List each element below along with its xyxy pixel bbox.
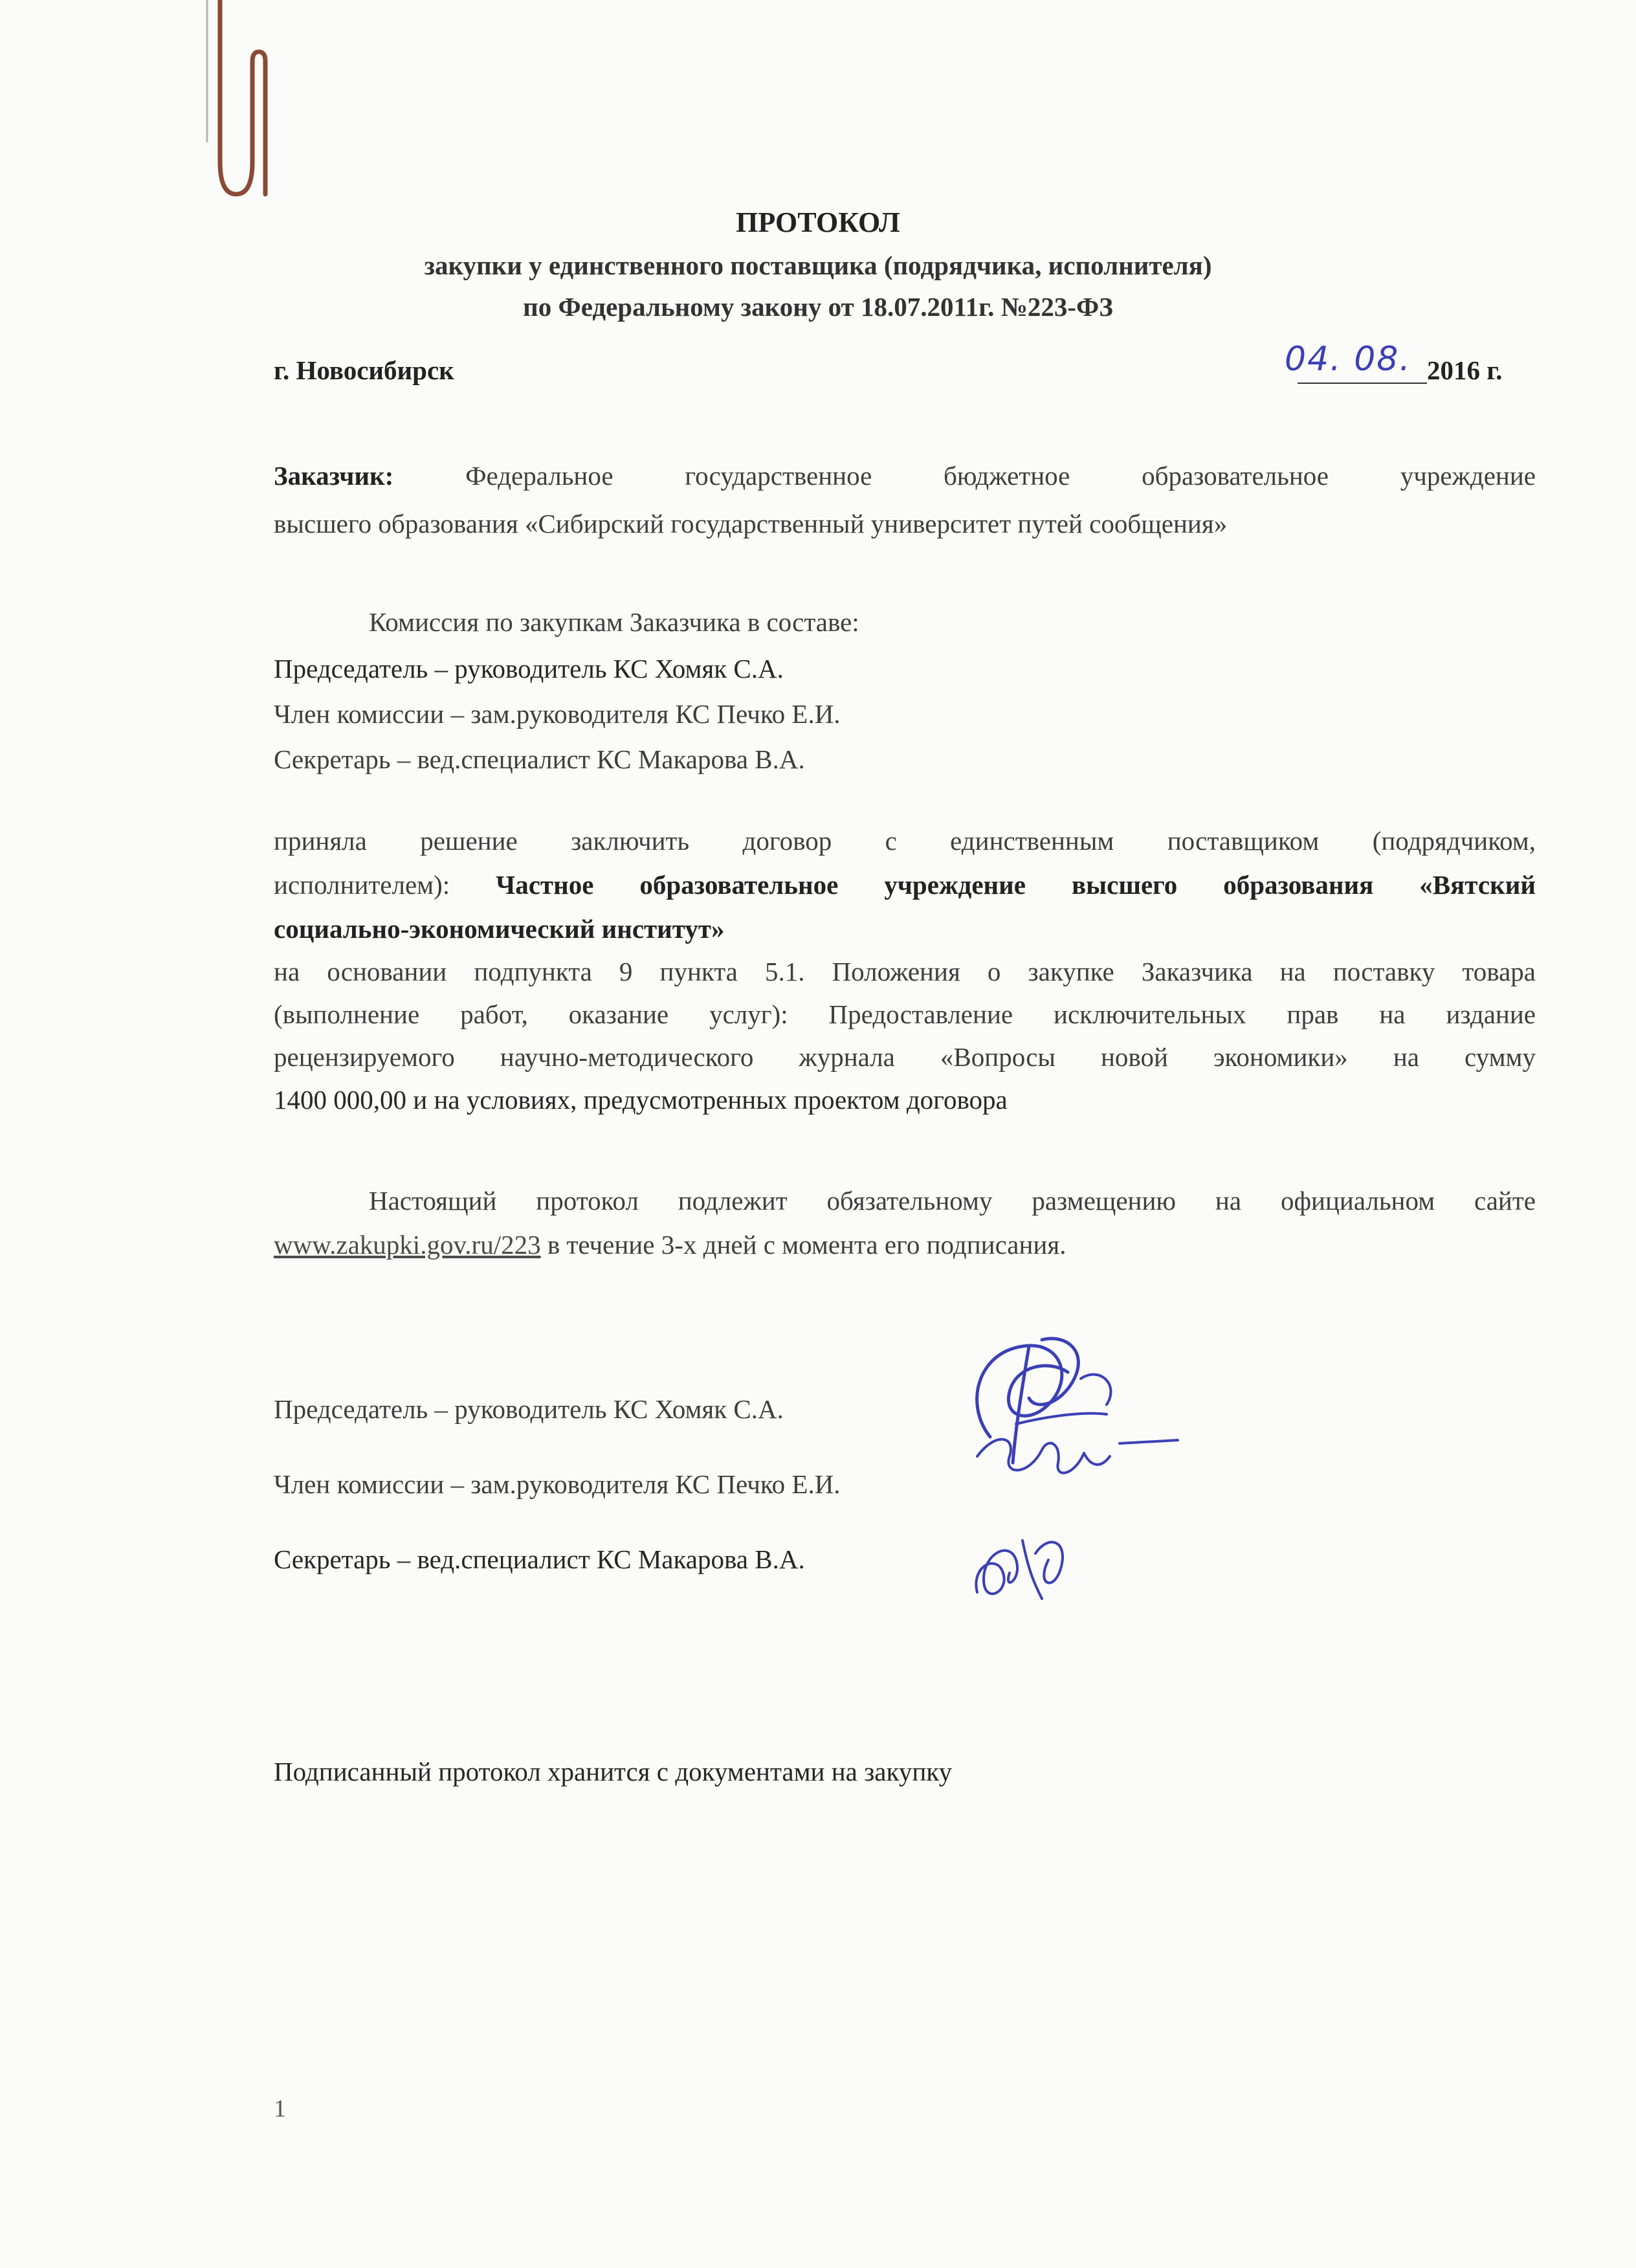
publication-line-2-rest: в течение 3-х дней с момента его подписания. (540, 1230, 1067, 1260)
signatory-member: Член комиссии – зам.руководителя КС Печко Е.И. (274, 1469, 841, 1499)
document-title: ПРОТОКОЛ (736, 206, 900, 238)
basis-line-4: 1400 000,00 и на условиях, предусмотренных проектом договора (274, 1085, 1008, 1115)
basis-line-2: (выполнение работ, оказание услуг): Предоставление исключительных прав на издание (274, 999, 1536, 1029)
decision-prefix: исполнителем): (274, 870, 450, 900)
zakupki-link[interactable]: www.zakupki.gov.ru/223 (274, 1230, 541, 1260)
commission-intro: Комиссия по закупкам Заказчика в составе: (369, 607, 859, 637)
document-subtitle-line-1: закупки у единственного поставщика (подрядчика, исполнителя) (424, 250, 1212, 280)
basis-line-1: на основании подпункта 9 пункта 5.1. Положения о закупке Заказчика на поставку товара (274, 957, 1536, 986)
supplier-name-part-2: социально-экономический институт» (274, 914, 725, 944)
supplier-name-part-1: Частное образовательное учреждение высшего образования «Вятский (496, 870, 1536, 900)
secretary-signature-image (964, 1515, 1087, 1612)
storage-note: Подписанный протокол хранится с документами на закупку (274, 1757, 953, 1786)
decision-line-1: приняла решение заключить договор с единственным поставщиком (подрядчиком, (274, 826, 1536, 856)
signatory-secretary: Секретарь – вед.специалист КС Макарова В.А. (274, 1544, 805, 1574)
customer-name-part-1: Федеральное государственное бюджетное образовательное учреждение (465, 461, 1536, 491)
publication-line-1: Настоящий протокол подлежит обязательному размещению на официальном сайте (369, 1186, 1536, 1216)
commission-member-chair: Председатель – руководитель КС Хомяк С.А. (274, 654, 784, 684)
handwritten-date: 04. 08. (1285, 340, 1411, 379)
member-signature-image (971, 1418, 1184, 1489)
signatory-chair: Председатель – руководитель КС Хомяк С.А. (274, 1394, 784, 1424)
date-underline (1298, 383, 1427, 384)
commission-member-secretary: Секретарь – вед.специалист КС Макарова В.А. (274, 744, 805, 774)
page-number: 1 (274, 2095, 286, 2122)
decision-line-2 (274, 861, 1536, 909)
paperclip-image (194, 0, 278, 214)
customer-line-2: высшего образования «Сибирский государственный университет путей сообщения» (274, 509, 1228, 539)
city-label: г. Новосибирск (274, 355, 454, 385)
date-blank (1285, 340, 1427, 385)
publication-line-2 (274, 1221, 1536, 1269)
document-subtitle-line-2: по Федеральному закону от 18.07.2011г. №223-ФЗ (523, 292, 1113, 322)
commission-member-member: Член комиссии – зам.руководителя КС Печко Е.И. (274, 699, 841, 729)
customer-label: Заказчик: (274, 461, 394, 491)
date-year: 2016 г. (1427, 355, 1503, 385)
customer-line-1 (274, 452, 1536, 500)
basis-line-3: рецензируемого научно-методического журнала «Вопросы новой экономики» на сумму (274, 1042, 1536, 1072)
